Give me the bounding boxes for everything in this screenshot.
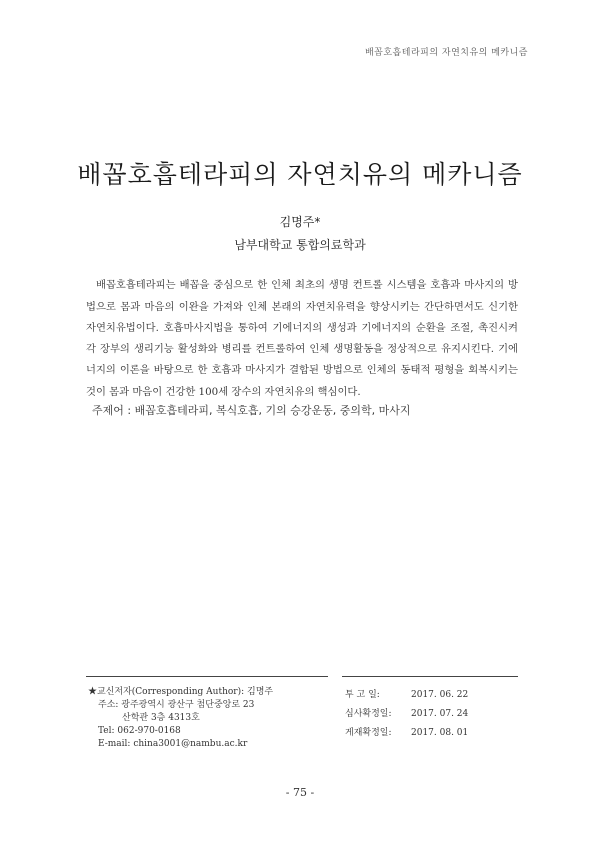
page-number: - 75 - [285, 786, 315, 799]
footnote-author: ★교신저자(Corresponding Author): 김명주 [88, 687, 274, 697]
dates-divider [342, 676, 518, 677]
running-head: 배꼽호흡테라피의 자연치유의 메카니즘 [364, 48, 528, 58]
date-row-accepted [345, 724, 520, 743]
abstract: 배꼽호흡테라피는 배꼽을 중심으로 한 인체 최초의 생명 컨트롤 시스템을 호흡과 마사지의 방법으로 몸과 마음의 이완을 가져와 인체 본래의 자연치유력을 향상시키는 간단하면서도 신기한 자연치유법이다. 호흡마사지법을 통하여 기에너지의 생성과 기에너지의 순환을 조절, 촉진시켜 각 장부의 생리기능 활성화와 병리를 컨트롤하여 인체 생명활동을 정상적으로 유지시킨다. 기에너지의 이론을 바탕으로 한 호흡과 마사지가 결합된 방법으로 인체의 동태적 평형을 회복시키는 것이 몸과 마음이 건강한 100세 장수의 자연치유의 핵심이다. [86, 279, 518, 398]
date-row-submitted [345, 686, 520, 705]
corresponding-author-footnote [88, 686, 338, 751]
date-value: 2017. 07. 24 [411, 709, 469, 719]
footnote-address-room: 산학관 3층 4313호 [122, 713, 200, 723]
submission-dates [345, 686, 520, 743]
date-label: 심사확정일: [345, 709, 392, 719]
footnote-divider [86, 676, 328, 677]
keywords: 주제어 : 배꼽호흡테라피, 복식호흡, 기의 승강운동, 중의학, 마사지 [92, 404, 411, 417]
date-value: 2017. 08. 01 [411, 728, 469, 738]
footnote-address: 주소: 광주광역시 광산구 첨단중앙로 23 [98, 700, 255, 710]
date-label: 게재확정일: [345, 728, 392, 738]
footnote-email: E-mail: china3001@nambu.ac.kr [98, 739, 248, 749]
paper-title: 배꼽호흡테라피의 자연치유의 메카니즘 [77, 159, 523, 189]
date-row-reviewed [345, 705, 520, 724]
date-value: 2017. 06. 22 [411, 690, 469, 700]
author-affiliation: 남부대학교 통합의료학과 [234, 238, 366, 252]
author-name: 김명주* [279, 215, 321, 229]
date-label: 투 고 일: [345, 690, 380, 700]
footnote-tel: Tel: 062-970-0168 [98, 726, 181, 736]
